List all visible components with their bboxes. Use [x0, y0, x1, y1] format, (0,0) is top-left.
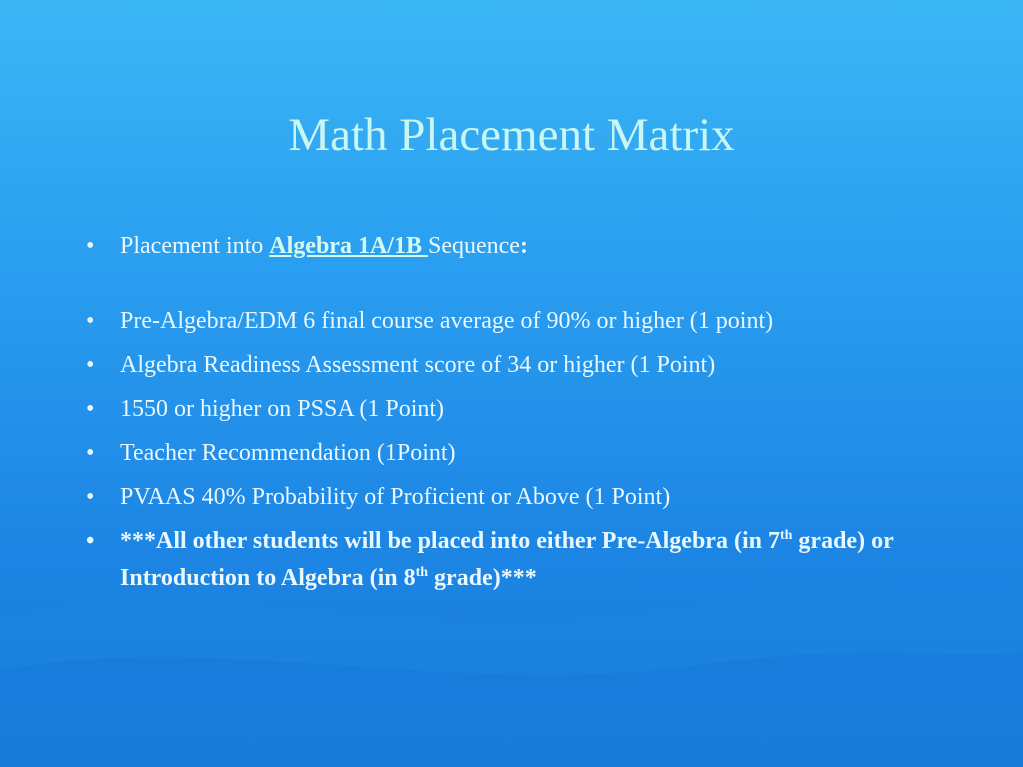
list-item-text: Algebra Readiness Assessment score of 34 or higher (1 Point): [120, 352, 716, 378]
heading-colon: :: [519, 233, 528, 259]
final-note-part2: grade) or Introduction to Algebra (in 8: [120, 528, 894, 591]
slide-title: Math Placement Matrix: [288, 109, 735, 161]
bullet-marker: •: [86, 233, 95, 259]
bullet-marker: •: [86, 528, 95, 554]
algebra-sequence-link[interactable]: Algebra 1A/1B: [269, 233, 428, 259]
bullet-marker: •: [86, 396, 95, 422]
list-item: [82, 479, 922, 516]
list-item-text: Pre-Algebra/EDM 6 final course average of 90% or higher (1 point): [120, 308, 774, 334]
final-note-superscript-1: th: [779, 528, 793, 543]
list-item: [82, 391, 922, 428]
list-item: [82, 435, 922, 472]
final-note-part3: grade)***: [428, 565, 537, 591]
bullet-list: [82, 228, 922, 597]
final-note-superscript-2: th: [415, 565, 429, 580]
bullet-marker: •: [86, 484, 95, 510]
list-item: [82, 347, 922, 384]
list-item-text: PVAAS 40% Probability of Proficient or Above (1 Point): [120, 484, 671, 510]
list-item-text: Teacher Recommendation (1Point): [120, 440, 456, 466]
list-item-text: 1550 or higher on PSSA (1 Point): [120, 396, 445, 422]
list-item: [82, 303, 922, 340]
bullet-marker: •: [86, 440, 95, 466]
bullet-marker: •: [86, 308, 95, 334]
bullet-final-note: [82, 523, 922, 597]
final-note-part1: ***All other students will be placed into either Pre-Algebra (in 7: [120, 528, 780, 554]
bullet-placement-heading: [82, 228, 922, 265]
bullet-marker: •: [86, 352, 95, 378]
heading-suffix: Sequence: [427, 233, 520, 259]
heading-prefix: Placement into: [120, 233, 270, 259]
